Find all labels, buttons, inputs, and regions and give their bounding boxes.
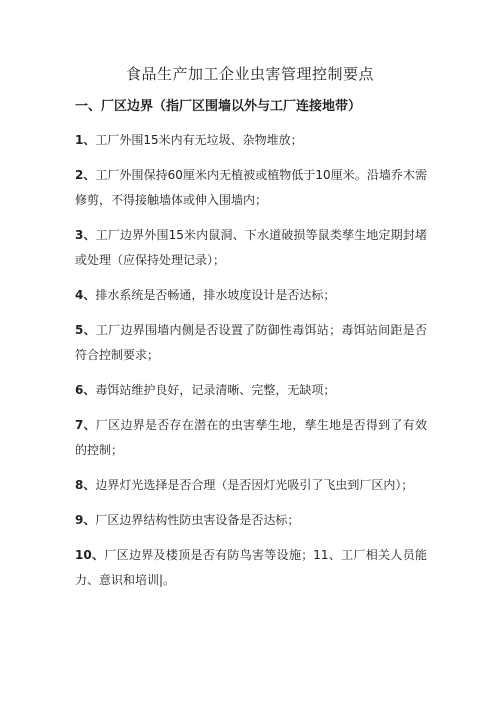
item-text: 工厂边界外围15米内鼠洞、下水道破损等鼠类孳生地定期封堵或处理（应保持处理记录）； [75, 228, 427, 267]
section-heading: 一、厂区边界（指厂区围墙以外与工厂连接地带） [75, 99, 362, 114]
list-item [75, 473, 427, 498]
item-text: 厂区边界是否存在潜在的虫害孳生地，孳生地是否得到了有效的控制； [75, 418, 427, 457]
item-number: 2、 [75, 168, 96, 182]
list-item [75, 223, 427, 273]
item-text: 排水系统是否畅通，排水坡度设计是否达标； [95, 288, 336, 302]
list-item [75, 128, 427, 153]
list-item [75, 163, 427, 213]
item-number: 10、 [75, 548, 105, 562]
item-text: 工厂外围15米内有无垃圾、杂物堆放； [95, 133, 303, 147]
item-number: 3、 [75, 228, 96, 242]
item-number: 9、 [75, 513, 96, 527]
document-title: 食品生产加工企业虫害管理控制要点 [125, 65, 374, 83]
item-text: 毒饵站维护良好，记录清晰、完整，无缺项； [95, 383, 336, 397]
list-item [75, 283, 427, 308]
item-text: 厂区边界及楼顶是否有防鸟害等设施；11、工厂相关人员能力、意识和培训|。 [75, 548, 427, 587]
item-number: 6、 [75, 383, 96, 397]
item-number: 7、 [75, 418, 96, 432]
item-number: 8、 [75, 478, 96, 492]
item-number: 4、 [75, 288, 96, 302]
item-list [75, 128, 427, 603]
item-number: 1、 [75, 133, 96, 147]
item-text: 厂区边界结构性防虫害设备是否达标； [95, 513, 300, 527]
item-text: 边界灯光选择是否合理（是否因灯光吸引了飞虫到厂区内）； [95, 478, 414, 492]
item-text: 工厂边界围墙内侧是否设置了防御性毒饵站；毒饵站间距是否符合控制要求； [75, 323, 427, 362]
item-text: 工厂外围保持60厘米内无植被或植物低于10厘米。沿墙乔木需修剪，不得接触墙体或伸入围墙内； [75, 168, 427, 207]
list-item [75, 378, 427, 403]
list-item [75, 318, 427, 368]
item-number: 5、 [75, 323, 96, 337]
list-item [75, 508, 427, 533]
list-item [75, 543, 427, 593]
list-item [75, 413, 427, 463]
